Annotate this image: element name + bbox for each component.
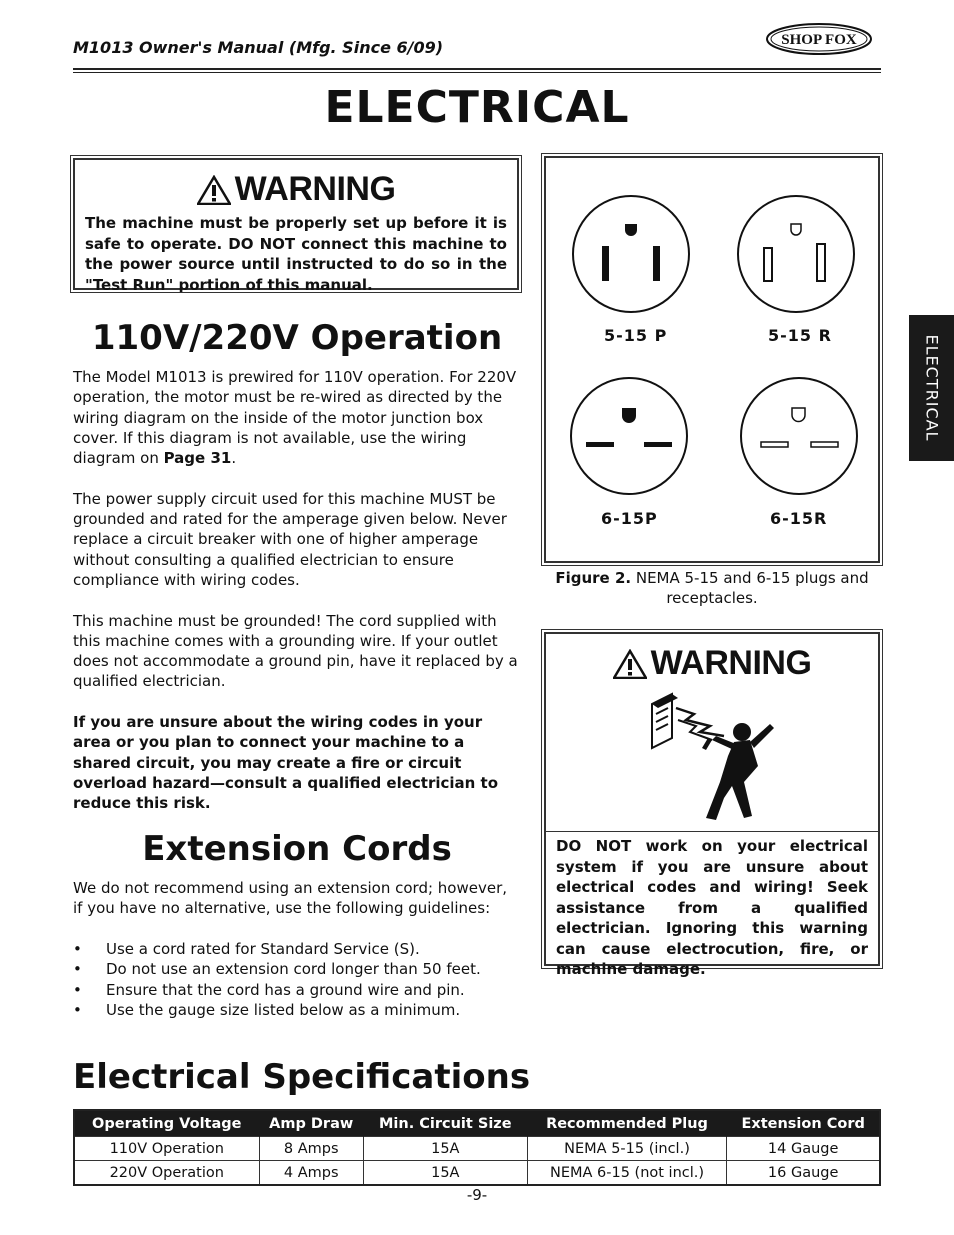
label-6-15r: 6-15R — [770, 509, 828, 528]
table-cell: 110V Operation — [74, 1137, 259, 1161]
header-rule-thin — [73, 72, 881, 73]
shop-fox-logo — [766, 22, 872, 56]
table-cell: 8 Amps — [259, 1137, 363, 1161]
electrocution-hazard-icon — [624, 686, 804, 826]
table-row — [74, 1161, 880, 1186]
list-item: • Use a cord rated for Standard Service (S). — [73, 939, 521, 959]
table-row — [74, 1137, 880, 1161]
operation-paragraph-3: This machine must be grounded! The cord supplied with this machine comes with a grounding wire. If your outlet does not accommodate a ground pin, have it replaced by a qualified electrician. — [73, 611, 518, 691]
specifications-table — [73, 1109, 881, 1186]
operation-paragraph-4: If you are unsure about the wiring codes in your area or you plan to connect your machine to a shared circuit, you may create a fire or circuit overload hazard—consult a qualified electrician to reduce this risk. — [73, 713, 499, 813]
nema-5-15r-receptacle-icon — [738, 196, 854, 312]
column-header: Operating Voltage — [74, 1110, 259, 1137]
operation-paragraph-1: The Model M1013 is prewired for 110V operation. For 220V operation, the motor must be re-wired as directed by the wiring diagram on the inside of the motor junction box cover. If this diagram is not available, use the wiring diagram on Page 31. — [73, 368, 517, 468]
svg-text:SHOP FOX: SHOP FOX — [781, 32, 857, 48]
table-cell: NEMA 6-15 (not incl.) — [527, 1161, 727, 1186]
page-title: ELECTRICAL — [324, 82, 630, 133]
column-header: Amp Draw — [259, 1110, 363, 1137]
warning-box-setup — [73, 158, 519, 294]
list-item: • Do not use an extension cord longer than 50 feet. — [73, 959, 521, 979]
table-cell: 4 Amps — [259, 1161, 363, 1186]
table-cell: 15A — [363, 1161, 527, 1186]
operation-paragraph-2: The power supply circuit used for this machine MUST be grounded and rated for the amperage given below. Never replace a circuit breaker with one of higher amperage without consulting a qualified electrician to ensure compliance with wiring codes. — [73, 489, 507, 589]
page-reference: Page 31 — [163, 449, 232, 468]
warning-box-electrical — [544, 632, 880, 978]
label-5-15r: 5-15 R — [768, 326, 832, 345]
column-header: Recommended Plug — [527, 1110, 727, 1137]
operation-body — [73, 367, 521, 834]
table-cell: 16 Gauge — [727, 1161, 880, 1186]
page-number: -9- — [466, 1186, 488, 1204]
label-5-15p: 5-15 P — [604, 326, 668, 345]
warning-triangle-icon — [613, 649, 647, 679]
warning-heading: WARNING — [546, 644, 878, 683]
warning-divider — [546, 831, 878, 832]
manual-title: M1013 Owner's Manual (Mfg. Since 6/09) — [73, 38, 444, 57]
list-item: • Use the gauge size listed below as a minimum. — [73, 1000, 521, 1020]
table-header-row — [74, 1110, 880, 1137]
header-rule — [73, 68, 881, 70]
table-cell: 15A — [363, 1137, 527, 1161]
figure-plugs-receptacles — [544, 156, 880, 563]
warning-triangle-icon — [197, 175, 231, 205]
table-cell: NEMA 5-15 (incl.) — [527, 1137, 727, 1161]
plug-diagram — [546, 158, 878, 561]
column-header: Extension Cord — [727, 1110, 880, 1137]
figure-caption: Figure 2. NEMA 5-15 and 6-15 plugs and receptacles. — [555, 569, 869, 608]
section-heading-specifications: Electrical Specifications — [73, 1057, 531, 1097]
nema-6-15r-receptacle-icon — [741, 378, 857, 494]
warning-heading: WARNING — [85, 170, 507, 209]
warning-text: DO NOT work on your electrical system if you are unsure about electrical codes and wiring! Seek assistance from a qualified electrician. Ignoring this warning can cause electrocution, fire, or machine damage. — [556, 837, 868, 978]
table-cell: 14 Gauge — [727, 1137, 880, 1161]
nema-5-15p-plug-icon — [573, 196, 689, 312]
list-item: • Ensure that the cord has a ground wire and pin. — [73, 980, 521, 1000]
section-heading-extension: Extension Cords — [142, 829, 452, 869]
nema-6-15p-plug-icon — [571, 378, 687, 494]
section-heading-operation: 110V/220V Operation — [91, 318, 503, 358]
table-cell: 220V Operation — [74, 1161, 259, 1186]
column-header: Min. Circuit Size — [363, 1110, 527, 1137]
warning-text: The machine must be properly set up before it is safe to operate. DO NOT connect this machine to the power source until instructed to do so in the "Test Run" portion of this manual. — [85, 214, 507, 294]
label-6-15p: 6-15P — [601, 509, 658, 528]
extension-guidelines — [73, 939, 521, 1020]
extension-intro: We do not recommend using an extension cord; however, if you have no alternative, use the following guidelines: — [73, 879, 508, 918]
section-tab[interactable]: ELECTRICAL — [909, 315, 954, 461]
